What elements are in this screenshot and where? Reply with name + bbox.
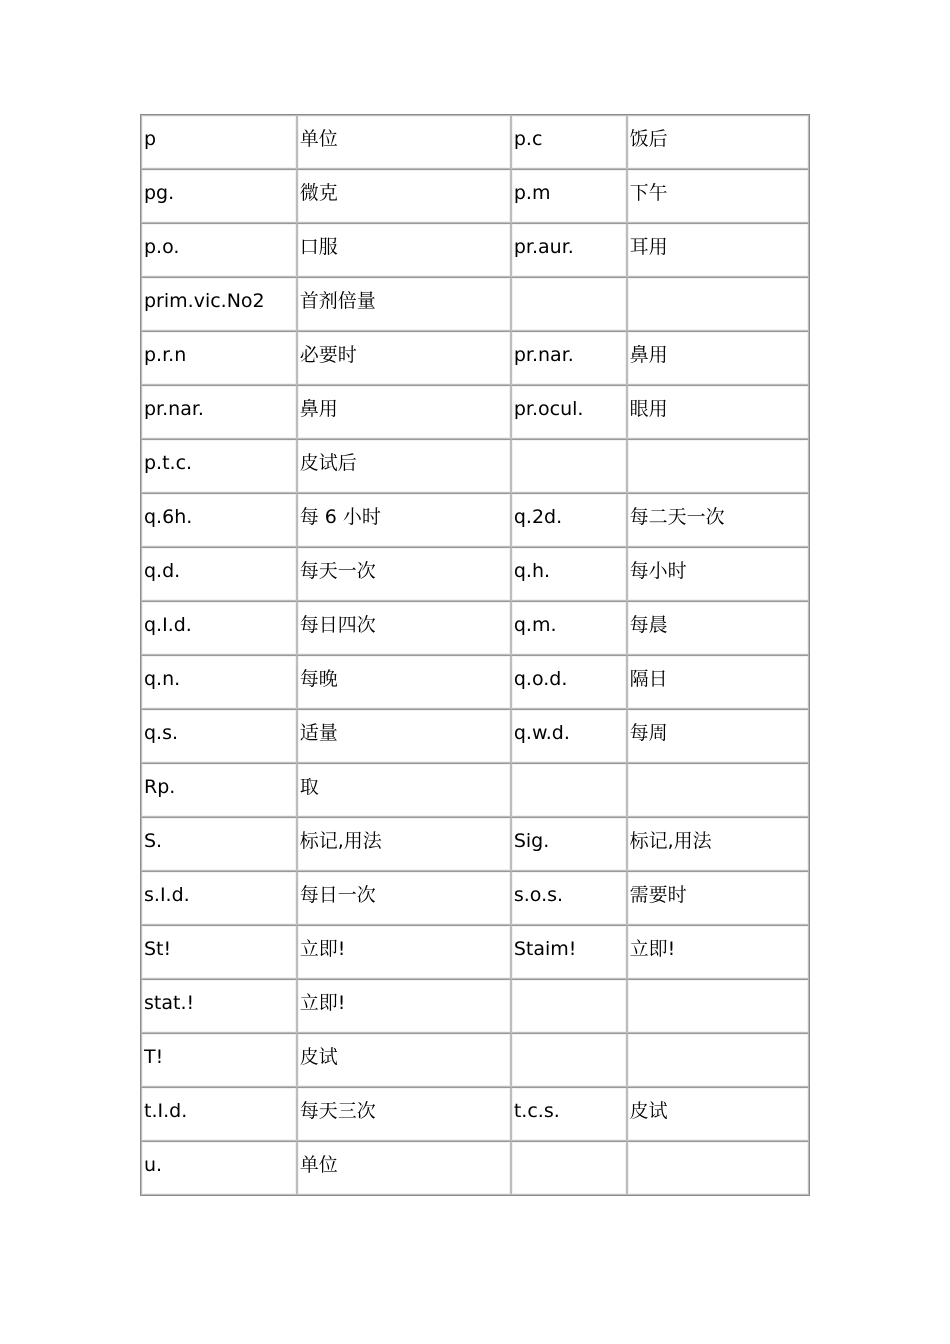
abbreviation-cell: Rp. [141,763,297,817]
abbreviation-cell: pg. [141,169,297,223]
abbreviation-cell: S. [141,817,297,871]
abbreviation-cell: s.o.s. [511,871,627,925]
meaning-cell: 鼻用 [297,385,511,439]
meaning-cell: 立即! [297,925,511,979]
abbreviation-cell: T! [141,1033,297,1087]
table-row [141,817,809,871]
abbreviation-cell: q.I.d. [141,601,297,655]
abbreviation-cell: St! [141,925,297,979]
abbreviation-cell: Staim! [511,925,627,979]
abbreviation-cell: pr.ocul. [511,385,627,439]
table-row [141,763,809,817]
abbreviation-cell: p.c [511,115,627,169]
abbreviation-cell: t.I.d. [141,1087,297,1141]
abbreviation-cell: pr.aur. [511,223,627,277]
table-row [141,655,809,709]
table-row [141,1087,809,1141]
meaning-cell: 皮试 [627,1087,809,1141]
meaning-cell: 立即! [627,925,809,979]
abbreviation-cell: prim.vic.No2 [141,277,297,331]
meaning-cell: 下午 [627,169,809,223]
abbreviation-cell [511,1033,627,1087]
meaning-cell [627,1141,809,1195]
meaning-cell: 每天三次 [297,1087,511,1141]
table-row [141,169,809,223]
abbreviation-cell: u. [141,1141,297,1195]
meaning-cell: 需要时 [627,871,809,925]
abbreviation-cell: t.c.s. [511,1087,627,1141]
meaning-cell: 必要时 [297,331,511,385]
table-row [141,871,809,925]
table-row [141,439,809,493]
abbreviation-cell: p [141,115,297,169]
meaning-cell: 皮试后 [297,439,511,493]
meaning-cell: 每 6 小时 [297,493,511,547]
meaning-cell: 微克 [297,169,511,223]
meaning-cell: 饭后 [627,115,809,169]
abbreviation-cell [511,277,627,331]
abbreviation-cell: q.h. [511,547,627,601]
table-row [141,547,809,601]
abbreviation-table-body [141,115,809,1195]
table-row [141,1033,809,1087]
meaning-cell: 口服 [297,223,511,277]
abbreviation-cell: stat.! [141,979,297,1033]
abbreviation-cell: s.I.d. [141,871,297,925]
meaning-cell [627,1033,809,1087]
meaning-cell: 适量 [297,709,511,763]
abbreviation-cell: p.m [511,169,627,223]
table-row [141,925,809,979]
abbreviation-cell: pr.nar. [511,331,627,385]
table-row [141,277,809,331]
meaning-cell: 眼用 [627,385,809,439]
abbreviation-cell: p.o. [141,223,297,277]
meaning-cell: 标记,用法 [627,817,809,871]
meaning-cell: 隔日 [627,655,809,709]
abbreviation-cell: q.d. [141,547,297,601]
table-row [141,331,809,385]
abbreviation-cell: q.m. [511,601,627,655]
abbreviation-cell: q.s. [141,709,297,763]
meaning-cell: 每晚 [297,655,511,709]
meaning-cell: 每晨 [627,601,809,655]
abbreviation-table [140,114,810,1196]
abbreviation-cell: q.n. [141,655,297,709]
meaning-cell [627,979,809,1033]
meaning-cell: 每日四次 [297,601,511,655]
abbreviation-cell: q.6h. [141,493,297,547]
meaning-cell: 取 [297,763,511,817]
meaning-cell: 每二天一次 [627,493,809,547]
meaning-cell: 耳用 [627,223,809,277]
meaning-cell: 首剂倍量 [297,277,511,331]
table-row [141,385,809,439]
table-row [141,493,809,547]
meaning-cell: 单位 [297,115,511,169]
meaning-cell: 皮试 [297,1033,511,1087]
abbreviation-cell [511,763,627,817]
meaning-cell [627,439,809,493]
table-row [141,115,809,169]
abbreviation-cell: Sig. [511,817,627,871]
meaning-cell [627,277,809,331]
abbreviation-cell: p.r.n [141,331,297,385]
table-row [141,979,809,1033]
abbreviation-cell: pr.nar. [141,385,297,439]
meaning-cell: 每周 [627,709,809,763]
table-row [141,1141,809,1195]
abbreviation-cell: q.w.d. [511,709,627,763]
abbreviation-cell [511,979,627,1033]
table-row [141,601,809,655]
meaning-cell [627,763,809,817]
meaning-cell: 鼻用 [627,331,809,385]
abbreviation-cell [511,439,627,493]
abbreviation-cell: q.o.d. [511,655,627,709]
meaning-cell: 标记,用法 [297,817,511,871]
meaning-cell: 每小时 [627,547,809,601]
abbreviation-cell: q.2d. [511,493,627,547]
abbreviation-cell [511,1141,627,1195]
meaning-cell: 每天一次 [297,547,511,601]
meaning-cell: 每日一次 [297,871,511,925]
meaning-cell: 单位 [297,1141,511,1195]
abbreviation-cell: p.t.c. [141,439,297,493]
table-row [141,223,809,277]
meaning-cell: 立即! [297,979,511,1033]
table-row [141,709,809,763]
